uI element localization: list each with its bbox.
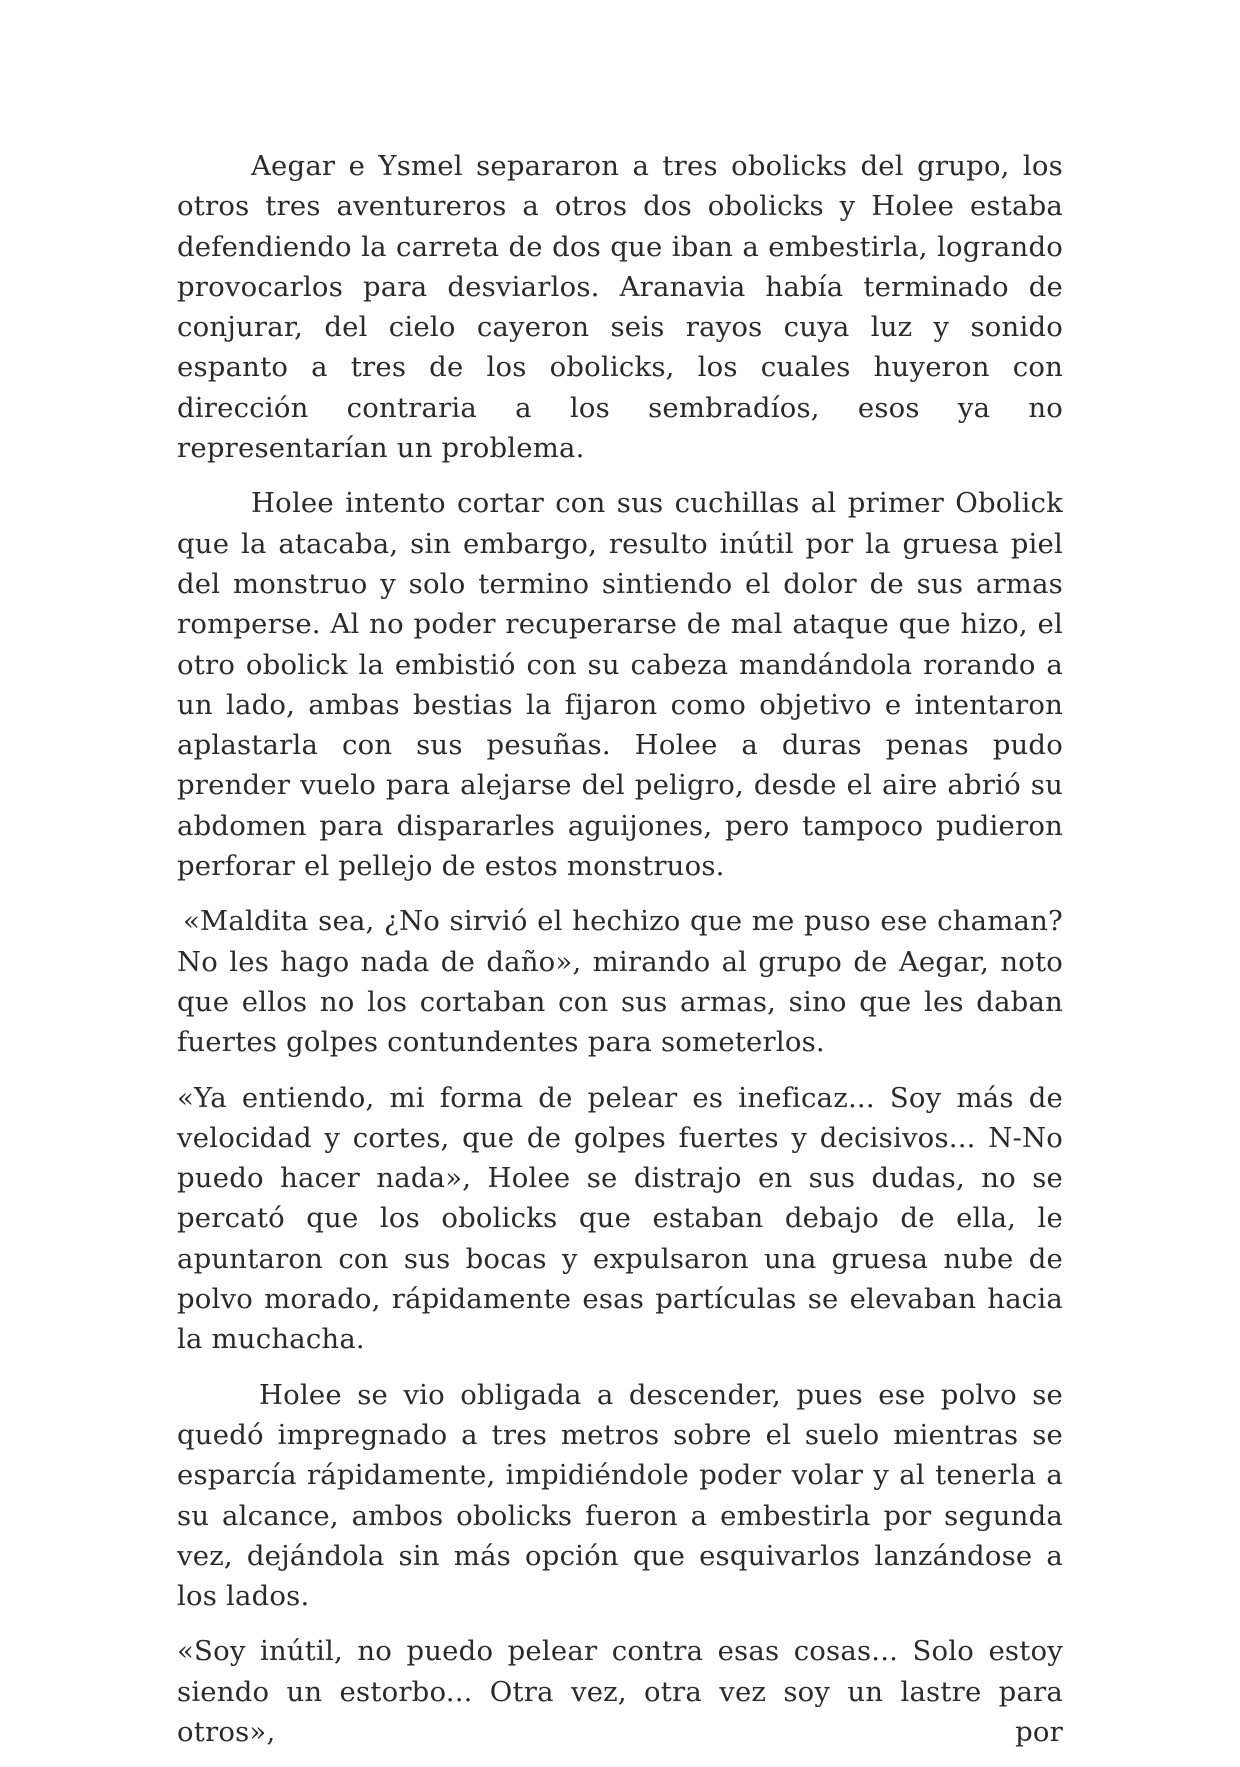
paragraph: «Ya entiendo, mi forma de pelear es ineficaz... Soy más de velocidad y cortes, que de golpes fuertes y decisivos... N-No puedo hacer nada», Holee se distrajo en sus dudas, no se percató que los obolicks que estaban debajo de ella, le apuntaron con sus bocas y expulsaron una gruesa nube de polvo morado, rápidamente esas partículas se elevaban hacia la muchacha. — [177, 1081, 1063, 1356]
paragraph: «Soy inútil, no puedo pelear contra esas cosas... Solo estoy siendo un estorbo... Otra vez, otra vez soy un lastre para otros», por — [177, 1635, 1063, 1748]
paragraph: «Maldita sea, ¿No sirvió el hechizo que me puso ese chaman? No les hago nada de daño», mirando al grupo de Aegar, noto que ellos no los cortaban con sus armas, sino que les daban fuertes golpes contundentes para someterlos. — [177, 905, 1063, 1059]
paragraph: Holee intento cortar con sus cuchillas al primer Obolick que la atacaba, sin embargo, resulto inútil por la gruesa piel del monstruo y solo termino sintiendo el dolor de sus armas romperse. Al no poder recuperarse de mal ataque que hizo, el otro obolick la embistió con su cabeza mandándola rorando a un lado, ambas bestias la fijaron como objetivo e intentaron aplastarla con sus pesuñas. Holee a duras penas pudo prender vuelo para alejarse del peligro, desde el aire abrió su abdomen para dispararles aguijones, pero tampoco pudieron perforar el pellejo de estos monstruos. — [177, 487, 1063, 883]
body-text — [177, 146, 1063, 1767]
paragraph: Aegar e Ysmel separaron a tres obolicks del grupo, los otros tres aventureros a otros dos obolicks y Holee estaba defendiendo la carreta de dos que iban a embestirla, logrando provocarlos para desviarlos. Aranavia había terminado de conjurar, del cielo cayeron seis rayos cuya luz y sonido espanto a tres de los obolicks, los cuales huyeron con dirección contraria a los sembradíos, esos ya no representarían un problema. — [177, 150, 1063, 465]
paragraph: Holee se vio obligada a descender, pues ese polvo se quedó impregnado a tres metros sobre el suelo mientras se esparcía rápidamente, impidiéndole poder volar y al tenerla a su alcance, ambos obolicks fueron a embestirla por segunda vez, dejándola sin más opción que esquivarlos lanzándose a los lados. — [177, 1378, 1063, 1613]
